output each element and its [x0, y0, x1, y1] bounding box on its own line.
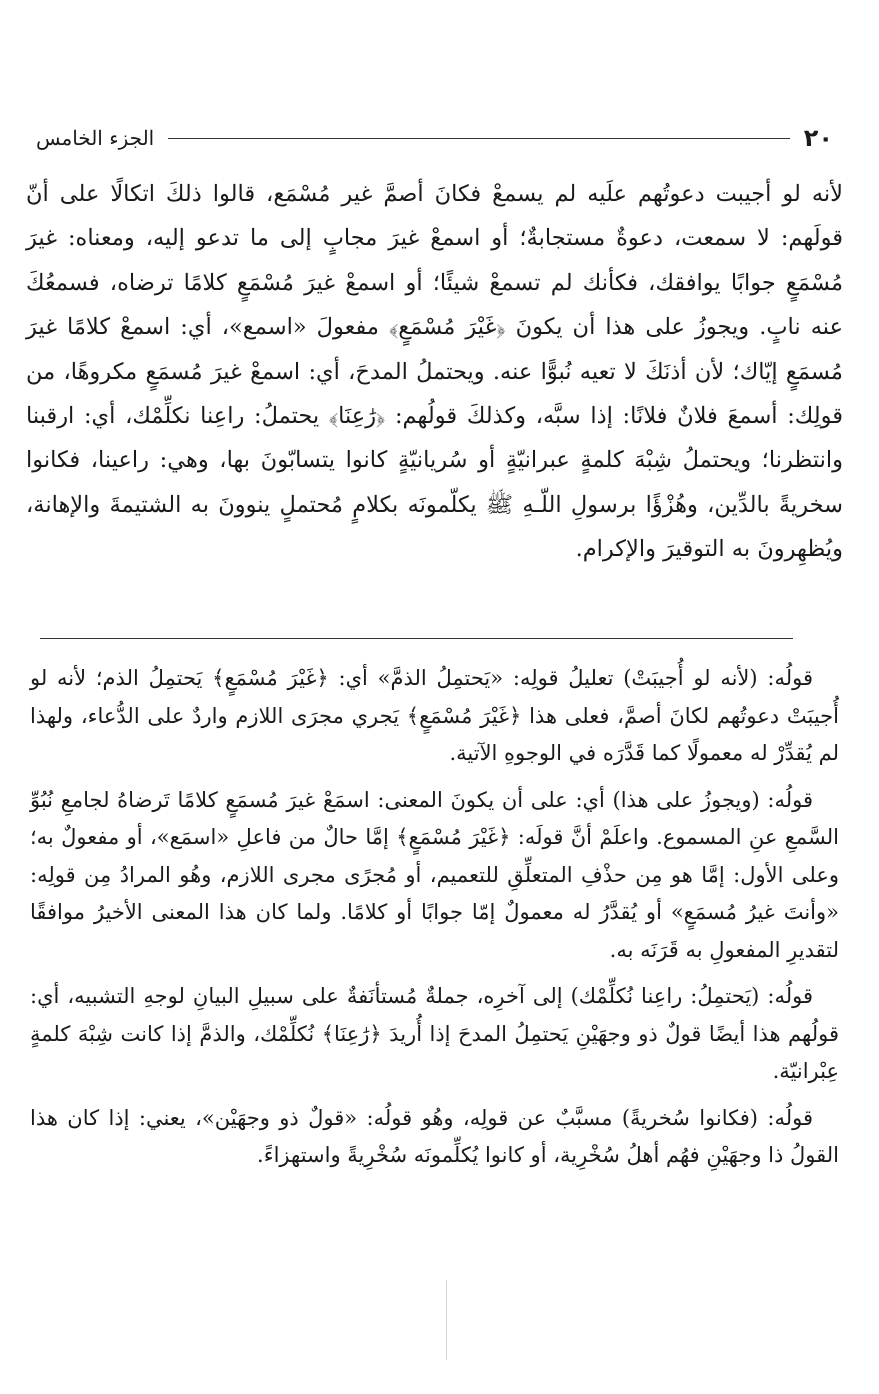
commentary-paragraph: قولُه: (يَحتمِلُ: راعِنا نُكلِّمْك) إلى آخرِه، جملةٌ مُستأنَفةٌ على سبيلِ البيانِ لوجهِ التشبيه، أي: قولُهم هذا أيضًا قولٌ ذو وجهَيْنِ يَحتمِلُ المدحَ إذا أُريدَ ﴿رَٰعِنَا﴾ نُكلِّمْك، والذمَّ إذا كانت شِبْهَ كلمةٍ عِبْرانيّة.: [30, 984, 839, 1083]
commentary-paragraph: قولُه: (فكانوا سُخريةً) مسبَّبٌ عن قولِه، وهُو قولُه: «قولٌ ذو وجهَيْن»، يعني: إذا كان هذا القولُ ذا وجهَيْنِ فهُم أهلُ سُخْرِية، أو كانوا يُكلِّمونَه سُخْرِيةً واستهزاءً.: [30, 1105, 839, 1167]
main-paragraph: لأنه لو أجيبت دعوتُهم علَيه لم يسمعْ فكانَ أصمَّ غير مُسْمَع، قالوا ذلكَ اتكالًا على أنّ قولَهم: لا سمعت، دعوةٌ مستجابةٌ؛ أو اسمعْ غيرَ مجابٍ إلى ما تدعو إليه، ومعناه: غيرَ مُسْمَعٍ جوابًا يوافقك، فكأنك لم تسمعْ شيئًا؛ أو اسمعْ غيرَ مُسْمَعٍ كلامًا ترضاه، فسمعُكَ عنه نابٍ. ويجوزُ على هذا أن يكونَ ﴿غَيْرَ مُسْمَعٍ﴾ مفعولَ «اسمع»، أي: اسمعْ كلامًا غيرَ مُسمَعٍ إيّاك؛ لأن أذنَكَ لا تعيه نُبوًّا عنه. ويحتملُ المدحَ، أي: اسمعْ غيرَ مُسمَعٍ مكروهًا، من قولِك: أسمعَ فلانٌ فلانًا: إذا سبَّه، وكذلكَ قولُهم: ﴿رَٰعِنَا﴾ يحتملُ: راعِنا نكلِّمْك، أي: ارقبنا وانتظرنا؛ ويحتملُ شِبْهَ كلمةٍ عبرانيّةٍ أو سُريانيّةٍ كانوا يتسابّونَ بها، وهي: راعينا، فكانوا سخريةً بالدِّين، وهُزْؤًا برسولِ اللّـهِ ﷺ يكلّمونَه بكلامٍ مُحتملٍ ينوونَ به الشتيمةَ والإهانة، ويُظهِرونَ به التوقيرَ والإكرام.: [26, 181, 843, 563]
footnote-separator: [40, 638, 793, 639]
page-number: ٢٠: [803, 124, 833, 152]
main-text: [26, 172, 843, 572]
header-rule: [168, 138, 789, 139]
commentary-paragraph: قولُه: (لأنه لو أُجيبَتْ) تعليلُ قولِه: «يَحتمِلُ الذمَّ» أي: ﴿غَيْرَ مُسْمَعٍ﴾ يَحتمِلُ الذم؛ لأنه لو أُجيبَتْ دعوتُهم لكانَ أصمَّ، فعلى هذا ﴿غَيْرَ مُسْمَعٍ﴾ يَجري مجرَى اللازم واردٌ على الدُّعاء، ولهذا لم يُقدِّرْ له معمولًا كما قَدَّرَه في الوجوهِ الآتية.: [30, 666, 839, 765]
page-header: [36, 118, 833, 158]
commentary: [30, 660, 839, 1184]
part-title: الجزء الخامس: [36, 126, 155, 150]
scan-artifact-line: [446, 1280, 447, 1360]
commentary-paragraph: قولُه: (ويجوزُ على هذا) أي: على أن يكونَ المعنى: اسمَعْ غيرَ مُسمَعٍ كلامًا تَرضاهُ لجامعِ نُبُوِّ السَّمعِ عنِ المسموع. واعلَمْ أنَّ قولَه: ﴿غَيْرَ مُسْمَعٍ﴾ إمَّا حالٌ من فاعلِ «اسمَع»، أو مفعولٌ به؛ وعلى الأول: إمَّا هو مِن حذْفِ المتعلِّقِ للتعميم، أو مُجرًى مجرى اللازم، وهُو المرادُ مِن قولِه: «وأنتَ غيرُ مُسمَعٍ» أو يُقدَّرُ له معمولٌ إمّا جوابًا أو كلامًا. ولما كان هذا المعنى الأخيرُ موافقًا لتقديرِ المفعولِ به قَرَنَه به.: [30, 787, 839, 962]
